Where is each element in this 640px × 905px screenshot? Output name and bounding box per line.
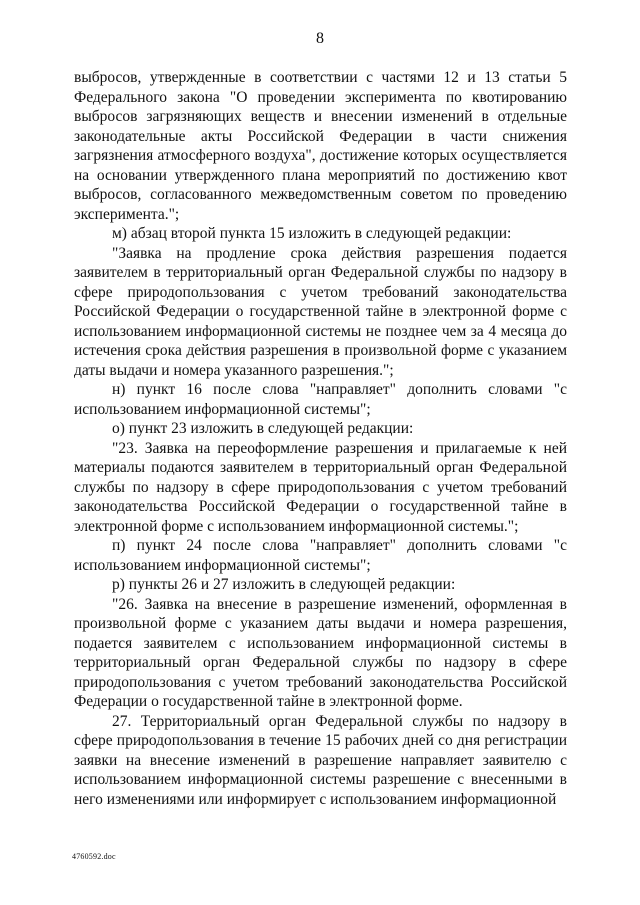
paragraph-clause-23: "23. Заявка на переоформление разрешения и прилагаемые к ней материалы подаются заявителем в территориальный орган Федеральной службы по надзору в сфере природопользования с учетом требований законодательства Российской Федерации о государственной тайне в электронной форме с использованием информационной системы."; <box>74 439 567 535</box>
paragraph-clause-26: "26. Заявка на внесение в разрешение изменений, оформленная в произвольной форме с указанием даты выдачи и номера разрешения, подается заявителем с использованием информационной системы в территориальный орган Федеральной службы по надзору в сфере природопользования с учетом требований законодательства Российской Федерации о государственной тайне в электронной форме. <box>74 595 567 710</box>
paragraph-item-p: п) пункт 24 после слова "направляет" дополнить словами "с использованием информационной системы"; <box>74 537 567 574</box>
paragraph-item-o: о) пункт 23 изложить в следующей редакции: <box>112 420 414 437</box>
paragraph-extension-application: "Заявка на продление срока действия разрешения подается заявителем в территориальный орган Федеральной службы по надзору в сфере природопользования с учетом требований законодательства Российской Федерации о государственной тайне в электронной форме с использованием информационной системы не позднее чем за 4 месяца до истечения срока действия разрешения в произвольной форме с указанием даты выдачи и номера указанного разрешения."; <box>74 244 567 379</box>
paragraph-item-m: м) абзац второй пункта 15 изложить в следующей редакции: <box>112 225 512 242</box>
paragraph-clause-27: 27. Территориальный орган Федеральной службы по надзору в сфере природопользования в течение 15 рабочих дней со дня регистрации заявки на внесение изменений в разрешение направляет заявителю с использованием информационной системы разрешение с внесенными в него изменениями или информирует с использованием информационной <box>74 712 567 808</box>
paragraph-item-n: н) пункт 16 после слова "направляет" дополнить словами "с использованием информационной системы"; <box>74 381 567 418</box>
page-number: 8 <box>316 30 324 47</box>
paragraph-quota-continuation: выбросов, утвержденные в соответствии с частями 12 и 13 статьи 5 Федерального закона "О проведении эксперимента по квотированию выбросов загрязняющих веществ и внесении изменений в отдельные законодательные акты Российской Федерации в части снижения загрязнения атмосферного воздуха", достижение которых осуществляется на основании утвержденного плана мероприятий по достижению квот выбросов, согласованного межведомственным советом по проведению эксперимента."; <box>74 69 567 223</box>
paragraph-item-r: р) пункты 26 и 27 изложить в следующей редакции: <box>112 576 456 593</box>
document-body <box>74 68 567 809</box>
document-file-reference: 4760592.doc <box>72 852 116 861</box>
